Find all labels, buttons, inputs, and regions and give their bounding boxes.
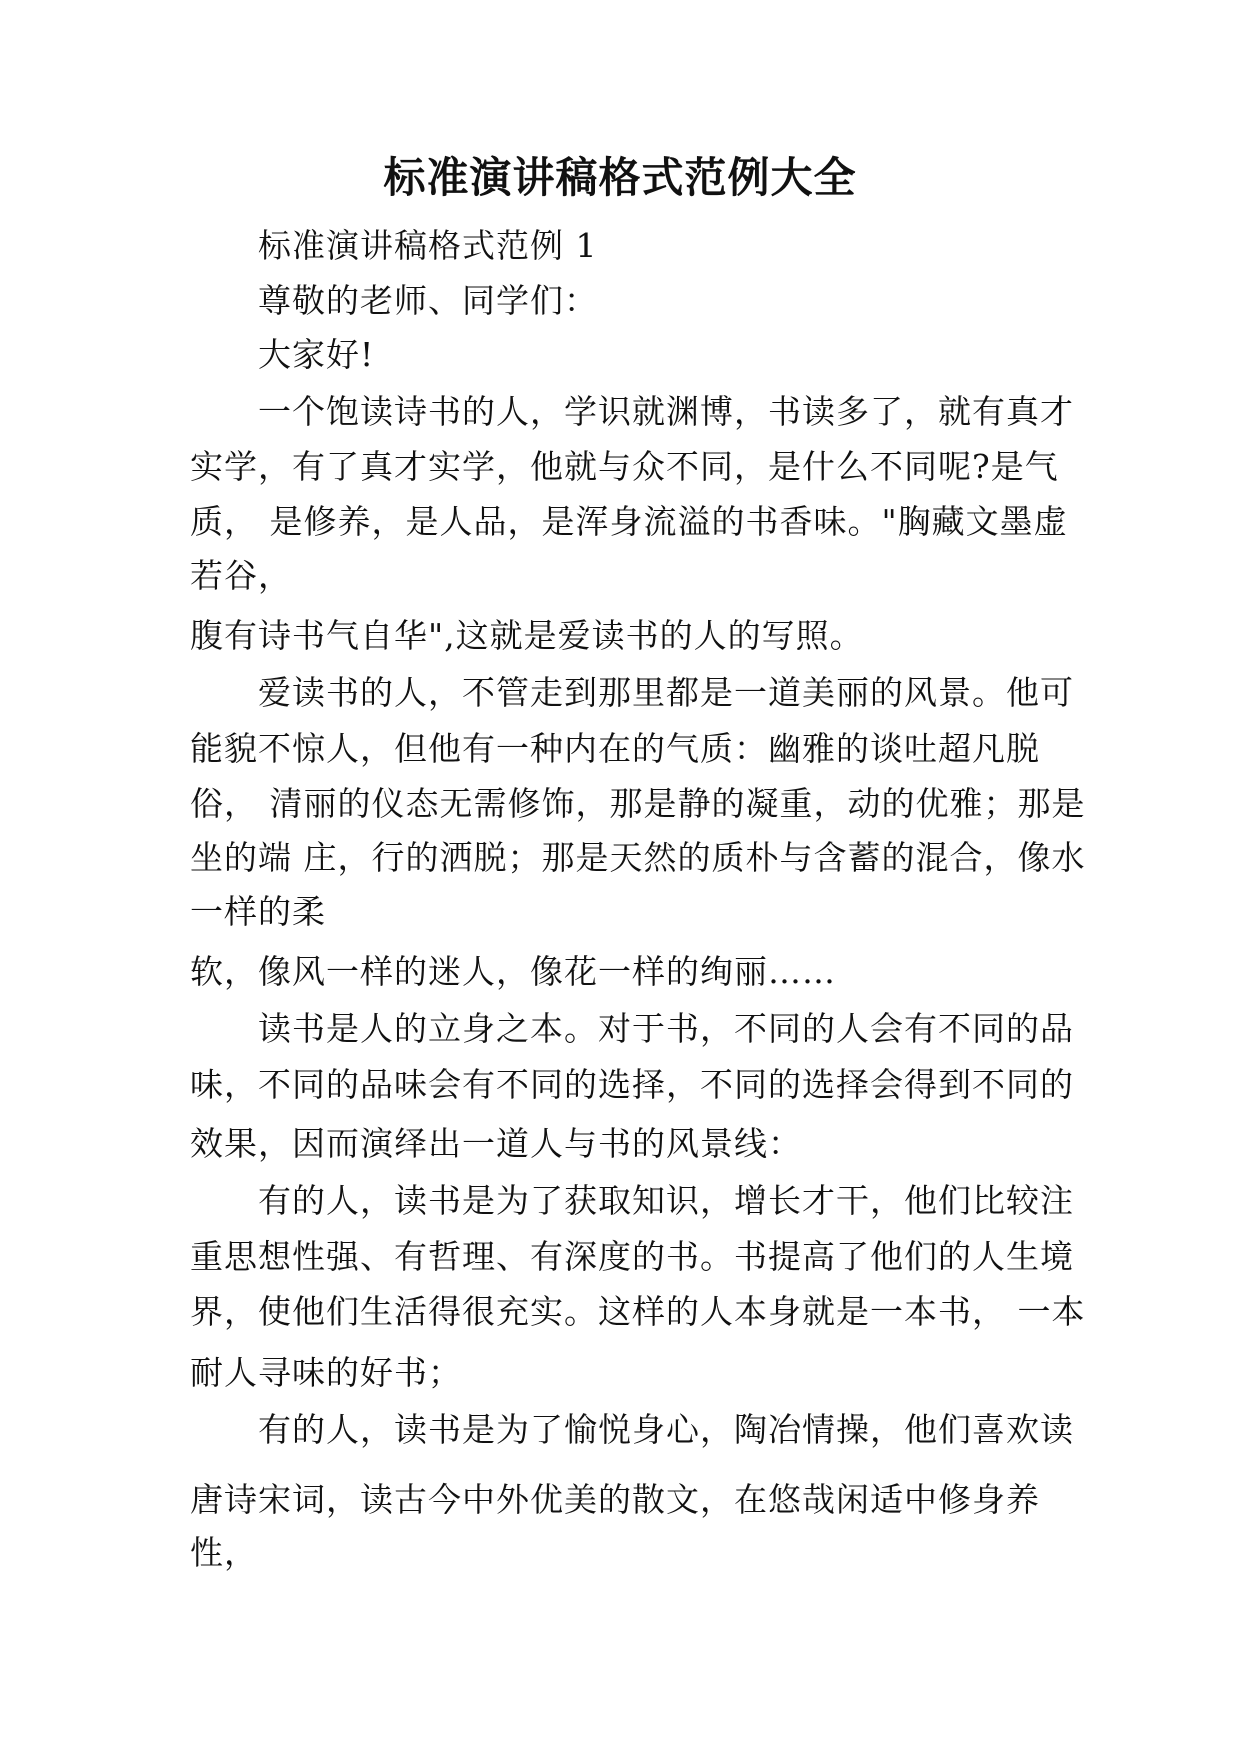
body-line: 唐诗宋词，读古今中外优美的散文，在悠哉闲适中修身养 (190, 1480, 1040, 1519)
body-line: 一个饱读诗书的人，学识就渊博，书读多了，就有真才 (258, 392, 1074, 431)
body-line: 味，不同的品味会有不同的选择，不同的选择会得到不同的 (190, 1065, 1074, 1104)
body-line: 俗， 清丽的仪态无需修饰，那是静的凝重，动的优雅；那是 (190, 784, 1086, 823)
body-line: 腹有诗书气自华",这就是爱读书的人的写照。 (190, 616, 864, 655)
salutation: 尊敬的老师、同学们： (258, 281, 598, 320)
body-line: 性， (190, 1533, 258, 1572)
body-line: 重思想性强、有哲理、有深度的书。书提高了他们的人生境 (190, 1237, 1074, 1276)
body-line: 实学，有了真才实学，他就与众不同，是什么不同呢?是气 (190, 447, 1059, 486)
body-line: 读书是人的立身之本。对于书，不同的人会有不同的品 (258, 1009, 1074, 1048)
body-line: 能貌不惊人，但他有一种内在的气质：幽雅的谈吐超凡脱 (190, 729, 1040, 768)
body-line: 效果，因而演绎出一道人与书的风景线： (190, 1124, 802, 1163)
body-line: 质， 是修养，是人品，是浑身流溢的书香味。"胸藏文墨虚 (190, 502, 1068, 541)
body-line: 一样的柔 (190, 892, 326, 931)
body-line: 耐人寻味的好书； (190, 1353, 462, 1392)
body-line: 有的人，读书是为了获取知识，增长才干，他们比较注 (258, 1181, 1074, 1220)
body-line: 若谷， (190, 556, 292, 595)
body-line: 软，像风一样的迷人，像花一样的绚丽…… (190, 952, 836, 991)
section-heading: 标准演讲稿格式范例 1 (258, 226, 598, 265)
body-line: 爱读书的人，不管走到那里都是一道美丽的风景。他可 (258, 673, 1074, 712)
greeting: 大家好! (258, 335, 375, 374)
body-line: 坐的端 庄，行的洒脱；那是天然的质朴与含蓄的混合，像水 (190, 838, 1086, 877)
body-line: 有的人，读书是为了愉悦身心，陶冶情操，他们喜欢读 (258, 1410, 1074, 1449)
document-title: 标准演讲稿格式范例大全 (383, 153, 857, 202)
body-line: 界，使他们生活得很充实。这样的人本身就是一本书， 一本 (190, 1292, 1086, 1331)
